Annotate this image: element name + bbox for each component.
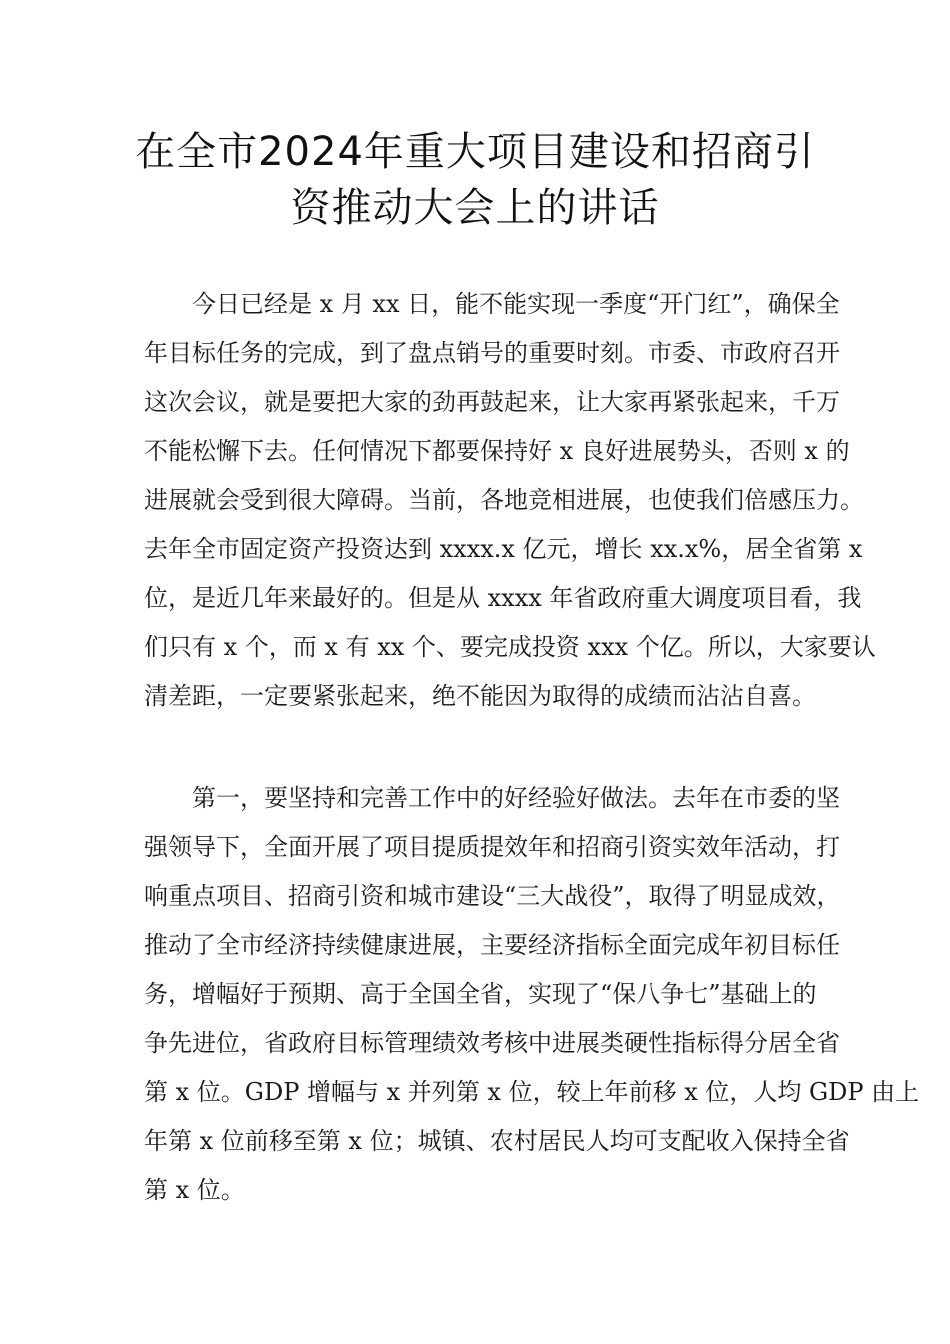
title-line: 资推动大会上的讲话 <box>290 185 660 231</box>
paragraph-first-point <box>144 774 920 1215</box>
paragraph-line: 年目标任务的完成，到了盘点销号的重要时刻。市委、市政府召开 <box>144 339 840 367</box>
document-title <box>120 124 830 236</box>
paragraph-line: 争先进位，省政府目标管理绩效考核中进展类硬性指标得分居全省 <box>144 1029 840 1057</box>
paragraph-intro <box>144 280 876 721</box>
paragraph-line: 强领导下，全面开展了项目提质提效年和招商引资实效年活动，打 <box>144 833 840 861</box>
paragraph-line: 去年全市固定资产投资达到 xxxx.x 亿元，增长 xx.x%，居全省第 x <box>144 535 863 563</box>
title-line: 在全市2024年重大项目建设和招商引 <box>135 129 815 175</box>
paragraph-line: 第 x 位。 <box>144 1176 245 1204</box>
paragraph-line: 第 x 位。GDP 增幅与 x 并列第 x 位，较上年前移 x 位，人均 GDP 由上 <box>144 1078 920 1106</box>
paragraph-line: 务，增幅好于预期、高于全国全省，实现了“保八争七”基础上的 <box>144 980 817 1008</box>
paragraph-line: 响重点项目、招商引资和城市建设“三大战役”，取得了明显成效， <box>144 882 841 910</box>
paragraph-line: 今日已经是 x 月 xx 日，能不能实现一季度“开门红”，确保全 <box>192 290 840 318</box>
paragraph-line: 位，是近几年来最好的。但是从 xxxx 年省政府重大调度项目看，我 <box>144 584 862 612</box>
paragraph-line: 不能松懈下去。任何情况下都要保持好 x 良好进展势头，否则 x 的 <box>144 437 850 465</box>
paragraph-line: 第一，要坚持和完善工作中的好经验好做法。去年在市委的坚 <box>192 784 840 812</box>
paragraph-line: 进展就会受到很大障碍。当前，各地竞相进展，也使我们倍感压力。 <box>144 486 864 514</box>
paragraph-line: 们只有 x 个，而 x 有 xx 个、要完成投资 xxx 个亿。所以，大家要认 <box>144 633 876 661</box>
paragraph-line: 清差距，一定要紧张起来，绝不能因为取得的成绩而沾沾自喜。 <box>144 682 816 710</box>
paragraph-line: 年第 x 位前移至第 x 位；城镇、农村居民人均可支配收入保持全省 <box>144 1127 850 1155</box>
paragraph-line: 推动了全市经济持续健康进展，主要经济指标全面完成年初目标任 <box>144 931 840 959</box>
paragraph-line: 这次会议，就是要把大家的劲再鼓起来，让大家再紧张起来，千万 <box>144 388 840 416</box>
